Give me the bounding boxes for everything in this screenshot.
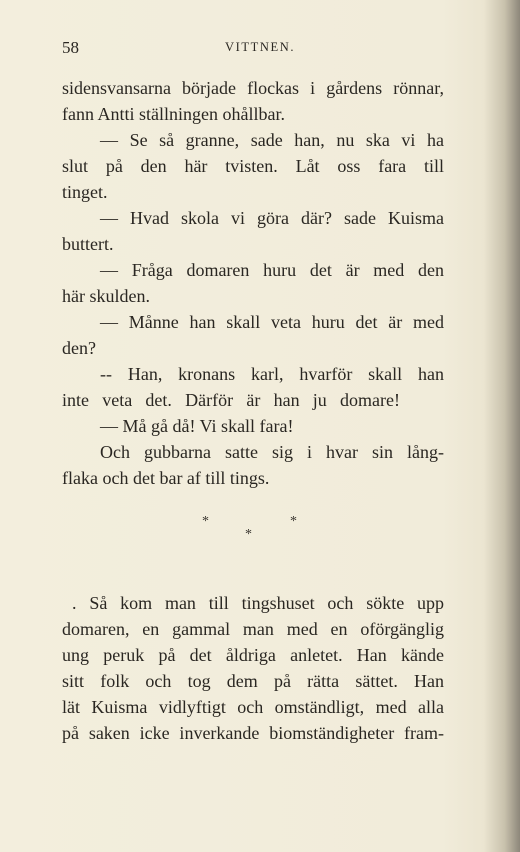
paragraph-block-1: [62, 75, 444, 495]
text-line: den?: [62, 338, 96, 358]
running-head: VITTNEN.: [225, 40, 296, 54]
text-line: — Må gå då! Vi skall fara!: [100, 416, 294, 436]
text-line: domaren, en gammal man med en oförgänglig: [62, 619, 444, 639]
separator-asterisk: *: [245, 527, 252, 542]
text-line: på saken icke inverkande biomständigheter fram-: [62, 723, 444, 743]
text-line: fann Antti ställningen ohållbar.: [62, 104, 285, 124]
text-line: . Så kom man till tingshuset och sökte upp: [72, 593, 444, 613]
text-line: Och gubbarna satte sig i hvar sin lång-: [100, 442, 444, 462]
text-line: slut på den här tvisten. Låt oss fara till: [62, 156, 444, 176]
text-line: — Se så granne, sade han, nu ska vi ha: [100, 130, 444, 150]
text-line: tinget.: [62, 182, 108, 202]
text-line: sitt folk och tog dem på rätta sättet. Han: [62, 671, 444, 691]
text-line: inte veta det. Därför är han ju domare!: [62, 390, 400, 410]
text-line: -- Han, kronans karl, hvarför skall han: [100, 364, 444, 384]
paragraph-block-2: [62, 590, 444, 750]
text-line: sidensvansarna började flockas i gårdens rönnar,: [62, 78, 444, 98]
text-line: lät Kuisma vidlyftigt och omständligt, med alla: [62, 697, 444, 717]
text-line: — Hvad skola vi göra där? sade Kuisma: [100, 208, 444, 228]
separator-asterisk: *: [202, 514, 209, 529]
text-line: här skulden.: [62, 286, 150, 306]
text-line: ung peruk på det åldriga anletet. Han kände: [62, 645, 444, 665]
page-header: [62, 38, 442, 58]
page-number: 58: [62, 38, 79, 57]
text-line: — Fråga domaren huru det är med den: [100, 260, 444, 280]
text-line: — Månne han skall veta huru det är med: [100, 312, 444, 332]
text-line: buttert.: [62, 234, 114, 254]
separator-asterisk: *: [290, 514, 297, 529]
text-line: flaka och det bar af till tings.: [62, 468, 270, 488]
